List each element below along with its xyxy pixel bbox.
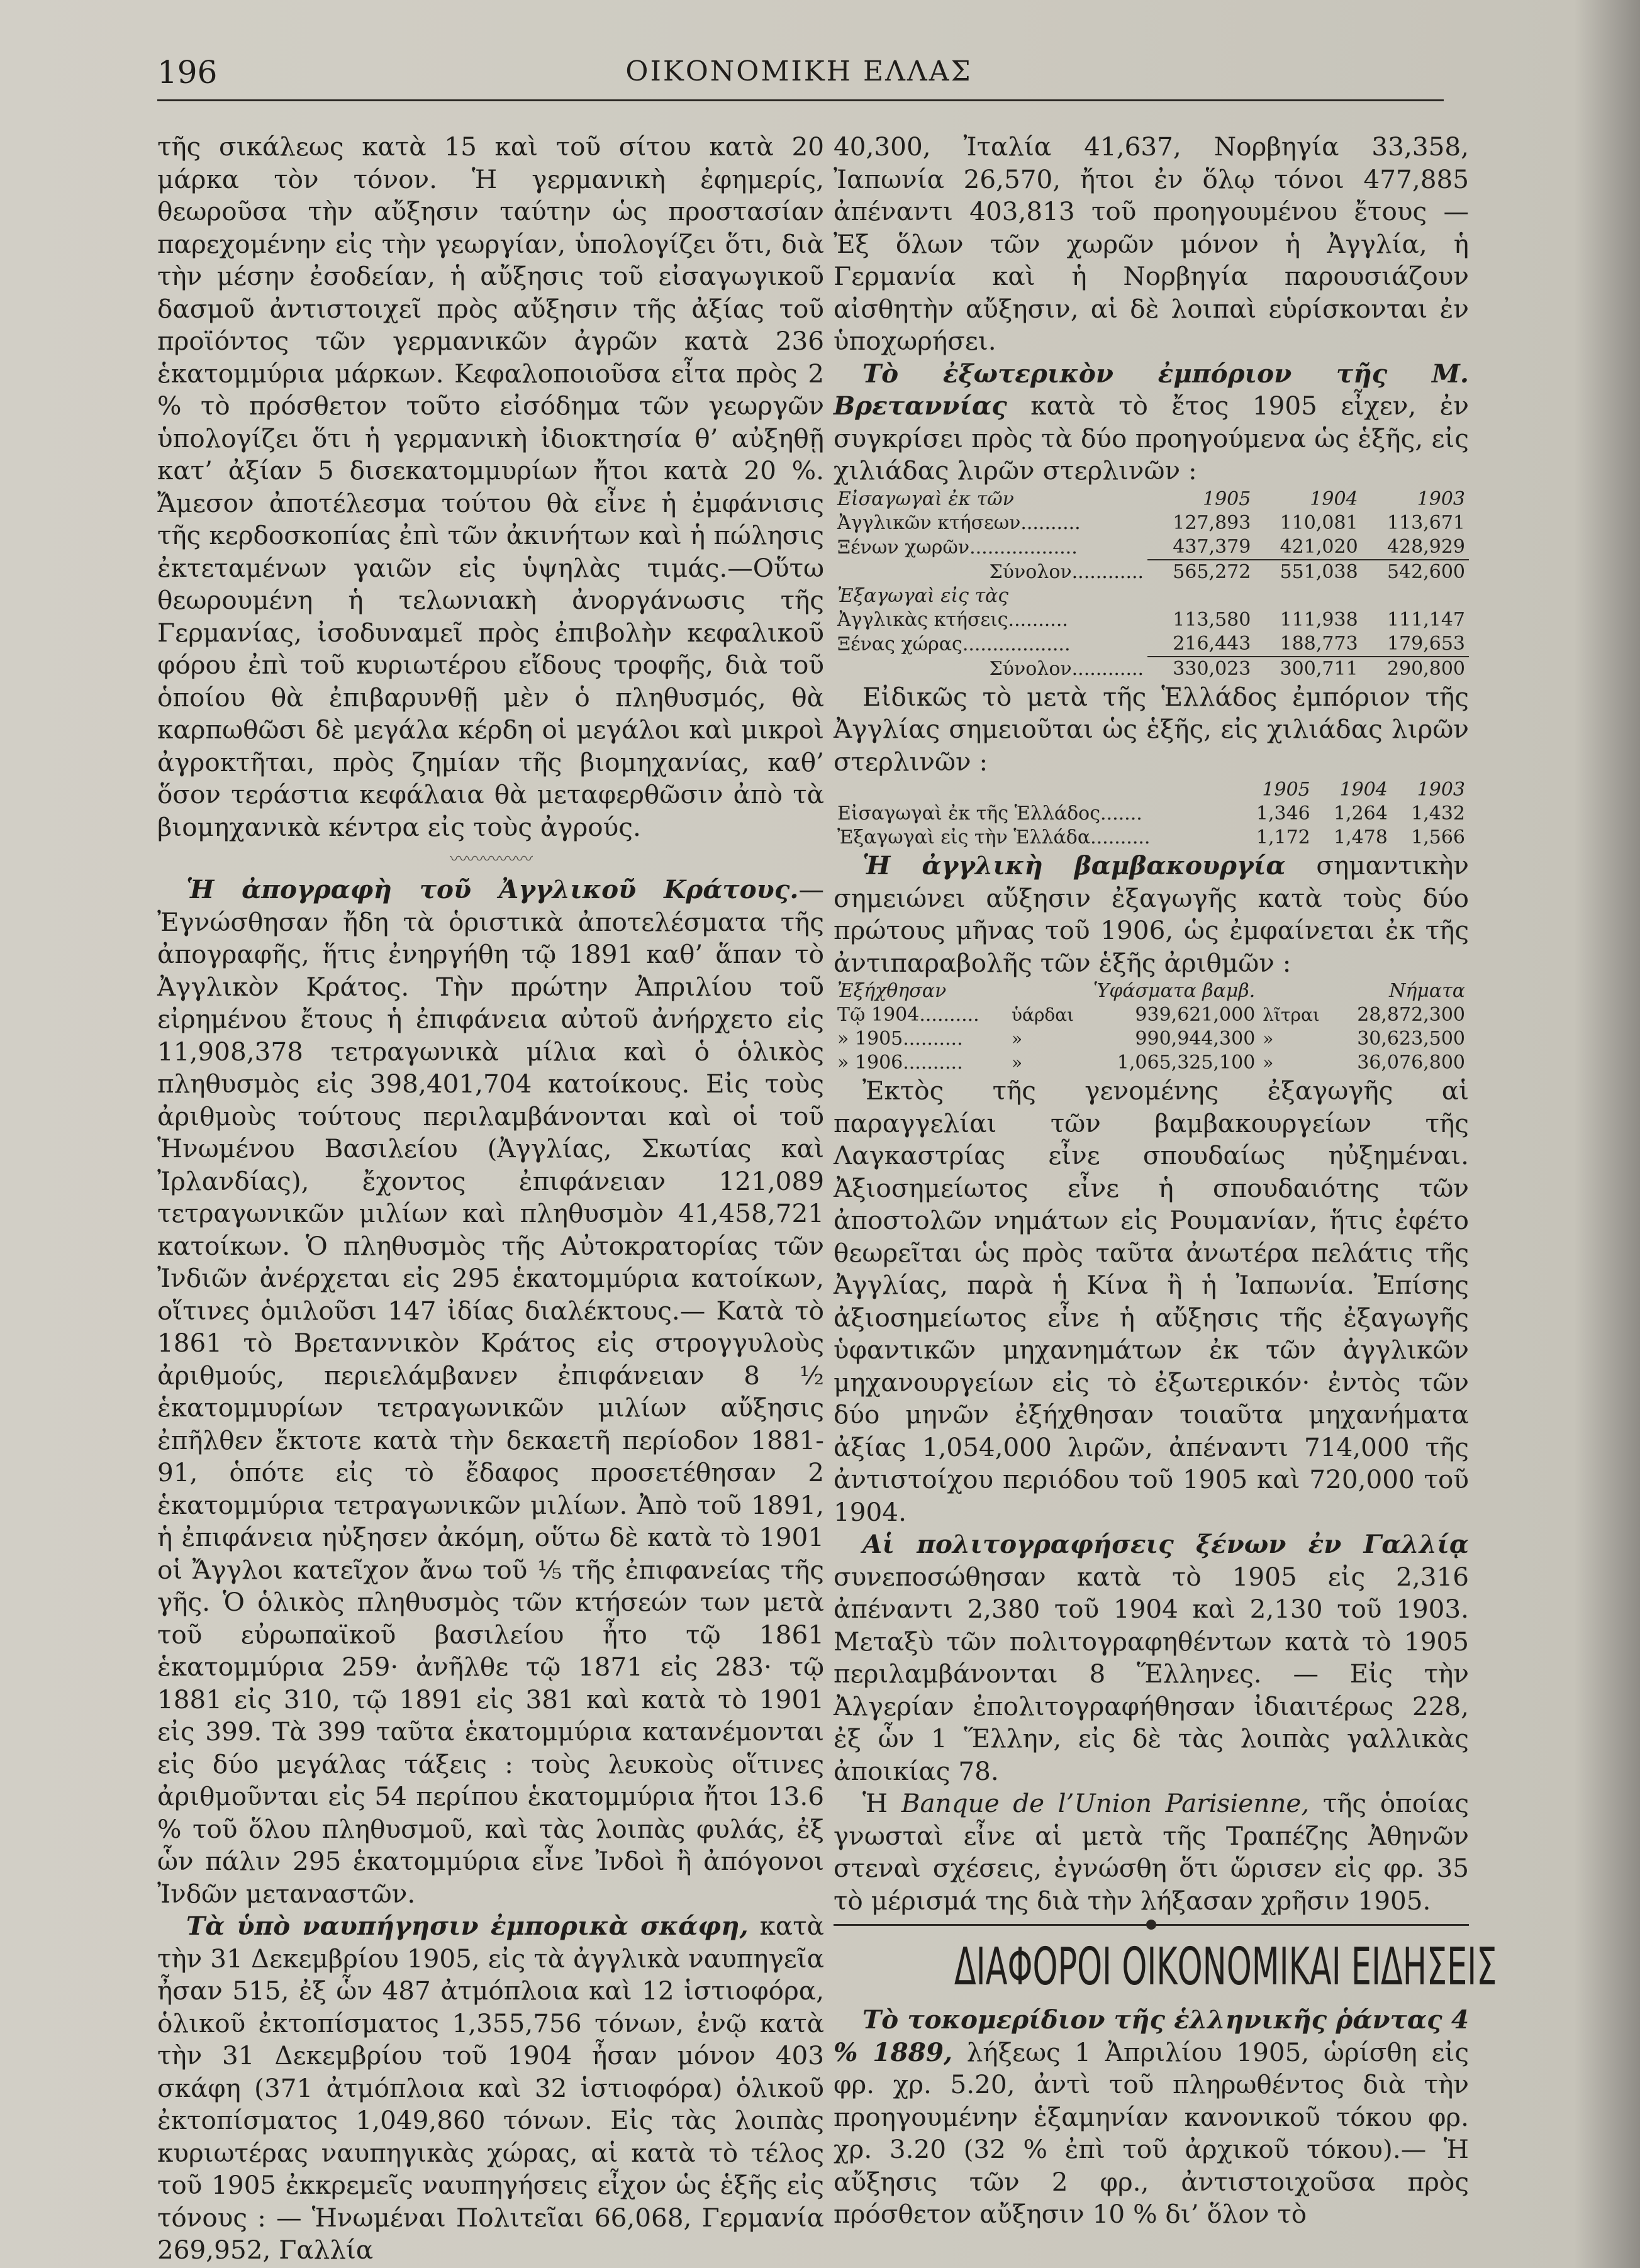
table-row [834,826,1469,850]
greece-trade-table [834,778,1469,850]
article-text: συνεποσώθησαν κατὰ τὸ 1905 εἰς 2,316 ἀπέναντι 2,380 τοῦ 1904 καὶ 2,130 τοῦ 1903. Μεταξὺ τῶν πολιτογραφηθέντων κατὰ τὸ 1905 περιλαμβάνονται 8 Ἕλληνες. — Εἰς τὴν Ἀλγερίαν ἐπολιτογραφήθησαν ἰδιαιτέρως 228, ἐξ ὧν 1 Ἕλλην, εἰς δὲ τὰς λοιπὰς γαλλικὰς ἀποικίας 78. [834,1561,1469,1786]
unit-label: » [1263,1052,1274,1073]
unit-label: » [1263,1028,1274,1049]
table-cell: 1,065,325,100 [1117,1052,1256,1074]
table-cell: 28,872,300 [1357,1004,1465,1026]
article-paragraph [834,850,1469,979]
table-row [834,608,1469,632]
year-header: 1905 [1262,779,1310,801]
table-row [834,632,1469,657]
article-text: κατὰ τὴν 31 Δεκεμβρίου 1905, εἰς τὰ ἀγγλικὰ ναυπηγεῖα ἦσαν 515, ἐξ ὧν 487 ἀτμόπλοια καὶ 12 ἱστιοφόρα, ὁλικοῦ ἐκτοπίσματος 1,355,756 τόνων, ἐνῷ κατὰ τὴν 31 Δεκεμβρίου τοῦ 1904 ἦσαν μόνον 403 σκάφη (371 ἀτμόπλοια καὶ 32 ἱστιοφόρα) ὁλικοῦ ἐκτοπίσματος 1,049,860 τόνων. Εἰς τὰς λοιπὰς κυριωτέρας ναυπηγικὰς χώρας, αἱ κατὰ τὸ τέλος τοῦ 1905 ἐκκρεμεῖς ναυπηγήσεις εἶχον ὡς ἑξῆς εἰς τόνους : — Ἡνωμέναι Πολιτεῖαι 66,068, Γερμανία 269,952, Γαλλία [157,1911,825,2265]
article-text: Ἐκτὸς τῆς γενομένης ἐξαγωγῆς αἱ παραγγελίαι τῶν βαμβακουργείων τῆς Λαγκαστρίας εἶνε σπουδαίως ηὐξημέναι. Ἀξιοσημείωτος εἶνε ἡ σπουδαιότης τῶν ἀποστολῶν νημάτων εἰς Ρουμανίαν, ἥτις ἐφέτο θεωρεῖται ὡς πρὸς ταῦτα ἀνωτέρα πελάτις τῆς Ἀγγλίας, παρὰ ἡ Κίνα ἢ ἡ Ἰαπωνία. Ἐπίσης ἀξιοσημείωτος εἶνε ἡ αὔξησις τῆς ἐξαγωγῆς ὑφαντικῶν μηχανημάτων ἐκ τῶν ἀγγλικῶν μηχανουργείων εἰς τὸ ἐξωτερικόν· ἐντὸς τῶν δύο μηνῶν ἐξήχθησαν τοιαῦτα μηχανήματα ἀξίας 1,054,000 λιρῶν, ἀπέναντι 714,000 τῆς ἀντιστοίχου περιόδου τοῦ 1905 καὶ 720,000 τοῦ 1904. [834,1076,1469,1527]
trade-table [834,487,1469,681]
year-header: 1903 [1417,779,1465,801]
table-cell: 36,076,800 [1357,1052,1465,1074]
row-label: Σύνολον............ [989,657,1144,680]
table-cell: 1,566 [1411,826,1465,848]
article-paragraph [157,1910,824,2267]
table-cell: 111,147 [1386,608,1465,631]
table-header-spacer [834,778,1237,802]
table-cell: 1,264 [1333,803,1388,825]
table-cell: 110,081 [1280,511,1358,534]
unit-label: » [1012,1052,1023,1073]
table-header-row [834,487,1469,511]
article-heading: Τὰ ὑπὸ ναυπήγησιν ἐμπορικὰ σκάφη, [186,1911,749,1941]
article-paragraph [834,358,1469,487]
article-paragraph [834,1787,1469,1917]
table-cell: 188,773 [1280,632,1358,655]
article-text: 40,300, Ἰταλία 41,637, Νορβηγία 33,358, Ἰαπωνία 26,570, ἤτοι ἐν ὅλῳ τόνοι 477,885 ἀπέναντι 403,813 τοῦ προηγουμένου ἔτους — Ἐξ ὅλων τῶν χωρῶν μόνον ἡ Ἀγγλία, ἡ Γερμανία καὶ ἡ Νορβηγία παρουσιάζουν αἰσθητὴν αὔξησιν, αἱ δὲ λοιπαὶ εὑρίσκονται ἐν ὑποχωρήσει. [834,131,1469,356]
cotton-export-table [834,979,1469,1075]
table-cell: 551,038 [1254,560,1361,584]
table-cell: 1,346 [1256,803,1310,825]
table-header-row [834,778,1469,802]
article-text: σημαντικὴν σημειώνει αὔξησιν ἐξαγωγῆς κατὰ τοὺς δύο πρώτους μῆνας τοῦ 1906, ὡς ἐμφαίνεται ἐκ τῆς ἀντιπαραβολῆς τῶν ἑξῆς ἀριθμῶν : [834,850,1469,978]
article-heading: Αἱ πολιτογραφήσεις ξένων ἐν Γαλλίᾳ [862,1529,1469,1559]
row-label: Ξένας χώρας.................. [837,633,1071,655]
article-heading: Ἡ ἀγγλικὴ βαμβακουργία [862,850,1286,881]
column-header-yarn: Νήματα [1389,980,1465,1002]
column-header-fabrics: Ὑφάσματα βαμβ. [1093,980,1256,1002]
article-text: λήξεως 1 Ἀπριλίου 1905, ὡρίσθη εἰς φρ. χρ. 5.20, ἀντὶ τοῦ πληρωθέντος διὰ τὴν προηγουμένην ἑξαμηνίαν κανονικοῦ τόκου φρ. χρ. 3.20 (32 % ἐπὶ τοῦ ἀρχικοῦ τόκου).— Ἡ αὔξησις τῶν 2 φρ., ἀντιστοιχοῦσα πρὸς πρόσθετον αὔξησιν 10 % δι’ ὅλον τὸ [834,2037,1470,2229]
article-heading: Banque de l’Union Parisienne, [901,1788,1310,1818]
table-cell: 421,020 [1280,535,1358,558]
running-title: ΟΙΚΟΝΟΜΙΚΗ ΕΛΛΑΣ [625,55,973,87]
table-cell: 990,944,300 [1135,1028,1256,1050]
table-cell: 1,432 [1411,803,1465,825]
article-heading: Ἡ ἀπογραφὴ τοῦ Ἀγγλικοῦ Κράτους. [186,874,799,904]
article-heading: Τὸ ἐξωτερικὸν ἐμπόριον τῆς Μ. Βρεταννίας [834,358,1469,421]
row-label: Ἀγγλικῶν κτήσεων.......... [837,511,1081,534]
article-text: τῆς σικάλεως κατὰ 15 καὶ τοῦ σίτου κατὰ 20 μάρκα τὸν τόνον. Ἡ γερμανικὴ ἐφημερίς, θεωροῦσα τὴν αὔξησιν ταύτην ὡς προστασίαν παρεχομένην εἰς τὴν γεωργίαν, ὑπολογίζει ὅτι, διὰ τὴν μέσην ἐσοδείαν, ἡ αὔξησις τοῦ εἰσαγωγικοῦ δασμοῦ ἀντιστοιχεῖ πρὸς αὔξησιν τῆς ἀξίας τοῦ προϊόντος τῶν γερμανικῶν ἀγρῶν κατὰ 236 ἑκατομμύρια μάρκων. Κεφαλοποιοῦσα εἶτα πρὸς 2 % τὸ πρόσθετον τοῦτο εἰσόδημα τῶν γεωργῶν ὑπολογίζει ὅτι ἡ γερμανικὴ ἰδιοκτησία θ’ αὐξηθῇ κατ’ ἀξίαν 5 δισεκατομμυρίων ἤτοι κατὰ 20 %. Ἄμεσον ἀποτέλεσμα τούτου θὰ εἶνε ἡ ἐμφάνισις τῆς κερδοσκοπίας ἐπὶ τῶν ἀκινήτων καὶ ἡ πώλησις ἐκτεταμένων γαιῶν εἰς ὑψηλὰς τιμάς.—Οὕτω θεωρουμένη ἡ τελωνιακὴ ἀνοργάνωσις τῆς Γερμανίας, ἰσοδυναμεῖ πρὸς ἐπιβολὴν κεφαλικοῦ φόρου ἐπὶ τοῦ κυριωτέρου εἴδους τροφῆς, διὰ τοῦ ὁποίου θὰ ἐπιβαρυνθῇ μὲν ὁ πληθυσμός, θὰ καρπωθῶσι δὲ μεγάλα κέρδη οἱ μεγάλοι καὶ μικροὶ ἀγροκτῆται, πρὸς ζημίαν τῆς βιομηχανίας, καθ’ ὅσον τεράστια κεφάλαια θὰ μεταφερθῶσιν ἀπὸ τὰ βιομηχανικὰ κέντρα εἰς τοὺς ἀγρούς. [157,131,824,842]
table-row [834,535,1469,560]
article-text: κατὰ τὸ ἔτος 1905 εἶχεν, ἐν συγκρίσει πρὸς τὰ δύο προηγούμενα ὡς ἑξῆς, εἰς χιλιάδας λιρῶν στερλινῶν : [834,391,1469,486]
row-label: Ξένων χωρῶν.................. [837,536,1078,559]
table-cell: 542,600 [1362,560,1469,584]
running-header [157,54,1441,104]
table-row [834,1027,1469,1051]
table-cell: 437,379 [1173,535,1251,558]
article-paragraph [157,874,824,1910]
section-title: ΔΙΑΦΟΡΟΙ ΟΙΚΟΝΟΜΙΚΑΙ ΕΙΔΗΣΕΙΣ [954,1937,1497,1997]
table-row [834,511,1469,535]
table-cell: 300,711 [1254,657,1361,681]
article-text: — Ἐγνώσθησαν ἤδη τὰ ὁριστικὰ ἀποτελέσματα τῆς ἀπογραφῆς, ἥτις ἐνηργήθη τῷ 1891 καθ’ ἅπαν τὸ Ἀγγλικὸν Κράτος. Τὴν πρώτην Ἀπριλίου τοῦ εἰρημένου ἔτους ἡ ἐπιφάνεια αὐτοῦ ἀνήρχετο εἰς 11,908,378 τετραγωνικὰ μίλια καὶ ὁ ὁλικὸς πληθυσμὸς εἰς 398,401,704 κατοίκους. Εἰς τοὺς ἀριθμοὺς τούτους περιλαμβάνονται καὶ οἱ τοῦ Ἡνωμένου Βασιλείου (Ἀγγλίας, Σκωτίας καὶ Ἰρλανδίας), ἔχοντος ἐπιφάνειαν 121,089 τετραγωνικῶν μιλίων καὶ πληθυσμὸν 41,458,721 κατοίκων. Ὁ πληθυσμὸς τῆς Αὐτοκρατορίας τῶν Ἰνδιῶν ἀνέρχεται εἰς 295 ἑκατομμύρια κατοίκων, οἵτινες ὁμιλοῦσι 147 ἰδίας διαλέκτους.— Κατὰ τὸ 1861 τὸ Βρεταννικὸν Κράτος εἰς στρογγυλοὺς ἀριθμούς, περιελάμβανεν ἐπιφάνειαν 8 ½ ἑκατομμυρίων τετραγωνικῶν μιλίων αὔξησις ἐπῆλθεν ἔκτοτε κατὰ τὴν δεκαετῆ περίοδον 1881-91, ὁπότε εἰς τὸ ἔδαφος προσετέθησαν 2 ἑκατομμύρια τετραγωνικῶν μιλίων. Ἀπὸ τοῦ 1891, ἡ ἐπιφάνεια ηὐξησεν ἀκόμη, οὕτω δὲ κατὰ τὸ 1901 οἱ Ἄγγλοι κατεῖχον ἄνω τοῦ ⅕ τῆς ἐπιφανείας τῆς γῆς. Ὁ ὁλικὸς πληθυσμὸς τῶν κτήσεών των μετὰ τοῦ εὐρωπαϊκοῦ βασιλείου ἦτο τῷ 1861 ἑκατομμύρια 259· ἀνῆλθε τῷ 1871 εἰς 283· τῷ 1881 εἰς 310, τῷ 1891 εἰς 381 καὶ κατὰ τὸ 1901 εἰς 399. Τὰ 399 ταῦτα ἑκατομμύρια κατανέμονται εἰς δύο μεγάλας τάξεις : τοὺς λευκοὺς οἵτινες ἀριθμοῦνται εἰς 54 περίπου ἑκατομμύρια ἤτοι 13.6 % τοῦ ὅλου πληθυσμοῦ, καὶ τὰς λοιπὰς φυλάς, ἐξ ὧν πάλιν 295 ἑκατομμύρια εἶνε Ἰνδοὶ ἢ ἀπόγονοι Ἰνδῶν μεταναστῶν. [157,874,824,1909]
table-cell: 179,653 [1386,632,1465,655]
unit-label: ὑάρδαι [1012,1004,1074,1025]
table-cell: 113,580 [1173,608,1251,631]
year-header: 1904 [1339,779,1388,801]
row-label: Σύνολον............ [989,560,1144,583]
row-label: » 1906.......... [837,1052,963,1074]
table-cell: 216,443 [1173,632,1251,655]
row-label: » 1905.......... [837,1028,963,1050]
ornament-divider: 〰〰〰〰〰 [449,848,532,869]
table-header-row [834,584,1469,608]
year-header: 1905 [1203,487,1251,510]
unit-label: λῖτραι [1263,1004,1320,1025]
left-column [157,131,824,2267]
article-paragraph [834,2004,1469,2231]
table-header-label: Ἐξήχθησαν [837,980,947,1002]
right-column [834,131,1497,2231]
page-number: 196 [157,54,218,91]
article-text: τῆς ὁποίας γνωσταὶ εἶνε αἱ μετὰ τῆς Τραπέζης Ἀθηνῶν στεναὶ σχέσεις, ἐγνώσθη ὅτι ὥρισεν εἰς φρ. 35 τὸ μέρισμά της διὰ τὴν λήξασαν χρῆσιν 1905. [834,1788,1470,1916]
table-cell: 30,623,500 [1357,1028,1465,1050]
table-total-row [834,657,1469,681]
table-cell: 1,172 [1256,826,1310,848]
table-cell: 127,893 [1173,511,1251,534]
table-cell: 1,478 [1333,826,1388,848]
table-cell: 111,938 [1280,608,1358,631]
article-text: Εἰδικῶς τὸ μετὰ τῆς Ἑλλάδος ἐμπόριον τῆς Ἀγγλίας σημειοῦται ὡς ἑξῆς, εἰς χιλιάδας λιρῶν στερλινῶν : [834,681,1469,777]
table-cell: 565,272 [1147,560,1254,584]
article-paragraph [834,1528,1469,1787]
year-header: 1903 [1417,487,1465,510]
table-header-row [834,979,1469,1003]
header-rule [157,99,1444,101]
table-row [834,1003,1469,1027]
table-row [834,1051,1469,1075]
section-divider [834,1918,1469,1931]
table-cell: 290,800 [1362,657,1469,681]
table-cell: 330,023 [1147,657,1254,681]
table-cell: 939,621,000 [1135,1004,1256,1026]
table-header-label: Εἰσαγωγαὶ ἐκ τῶν [837,487,1014,510]
table-cell: 113,671 [1386,511,1465,534]
unit-label: » [1012,1028,1023,1049]
row-label: Ἀγγλικὰς κτήσεις.......... [837,608,1068,631]
table-header-label: Ἐξαγωγαὶ εἰς τὰς [837,584,1009,607]
article-text: Ἡ [862,1788,901,1818]
year-header: 1904 [1310,487,1358,510]
row-label: Ἐξαγωγαὶ εἰς τὴν Ἑλλάδα.......... [837,826,1151,848]
row-label: Τῷ 1904.......... [837,1004,979,1026]
row-label: Εἰσαγωγαὶ ἐκ τῆς Ἑλλάδος....... [837,803,1142,825]
article-heading: Τὸ τοκομερίδιον τῆς ἑλληνικῆς ῥάντας 4 % 1889, [834,2004,1469,2067]
table-row [834,802,1469,826]
table-total-row [834,560,1469,584]
table-cell: 428,929 [1386,535,1465,558]
